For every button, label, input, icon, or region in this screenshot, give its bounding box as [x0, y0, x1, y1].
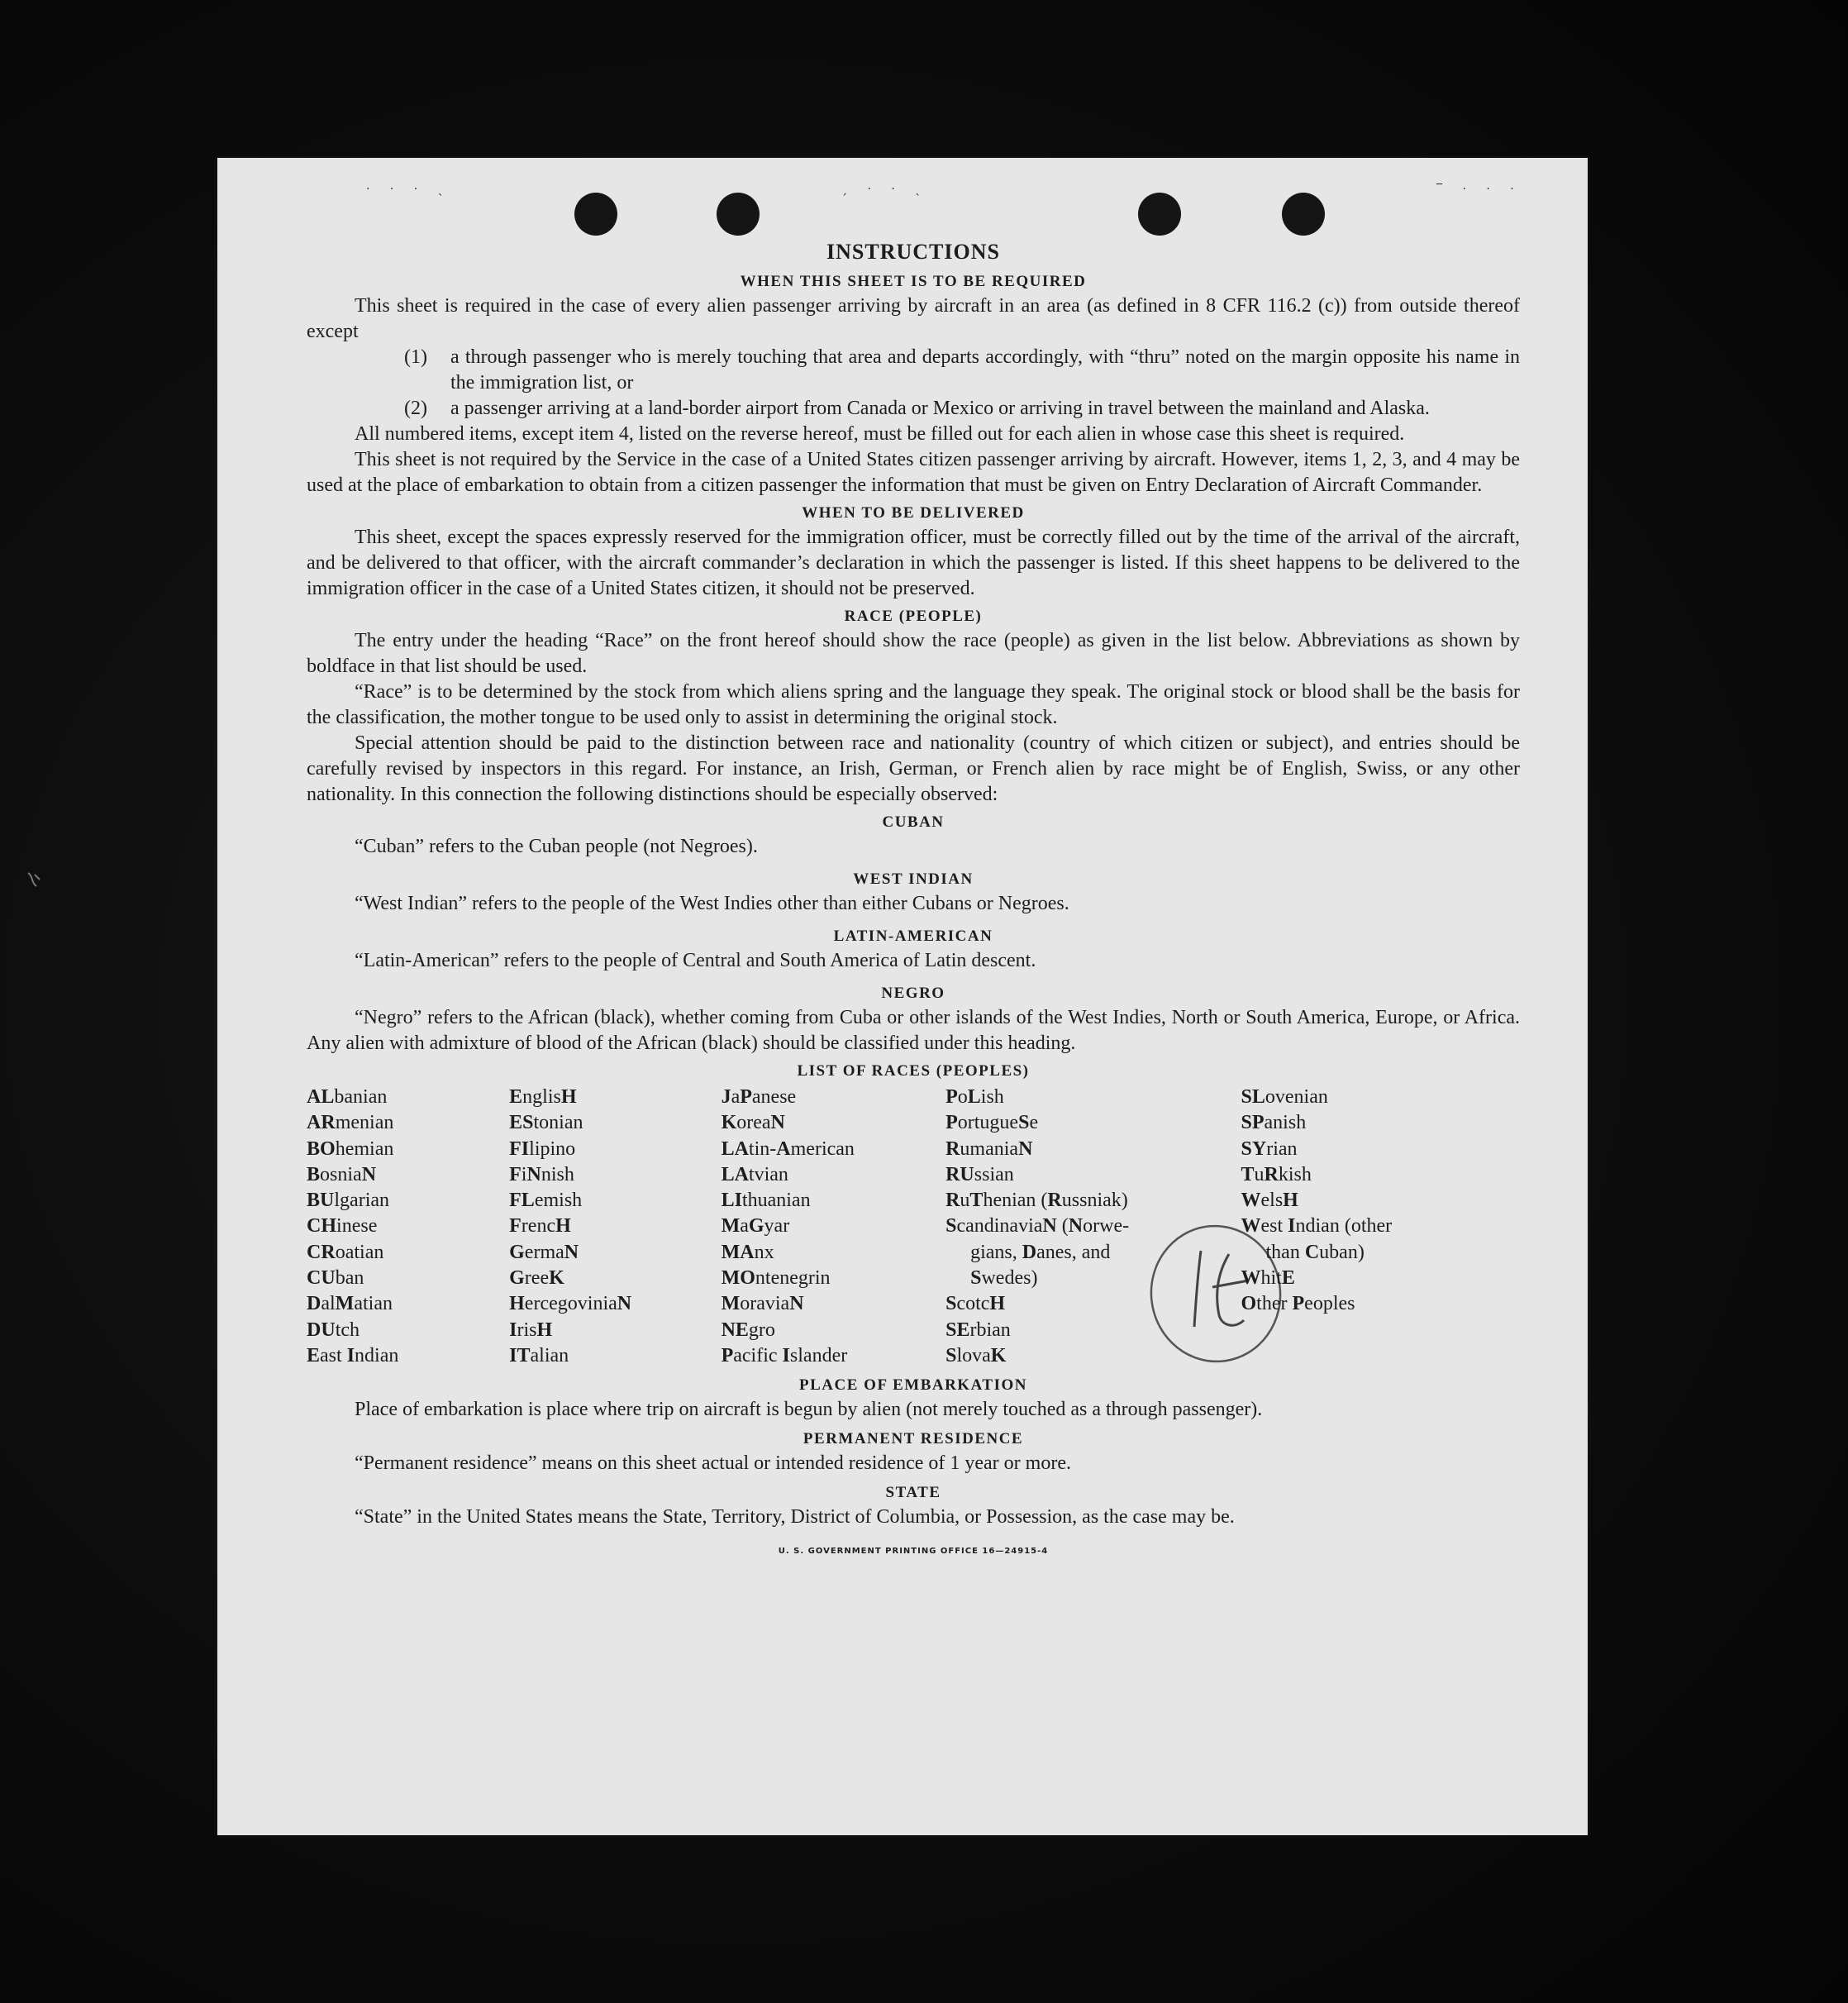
race-entry: LAtvian: [721, 1163, 788, 1185]
punch-hole: [1282, 193, 1325, 236]
race-entry: WelsH: [1241, 1190, 1298, 1212]
paragraph: Special attention should be paid to the distinction between race and nationality (country of which citizen or subject), and entries should be carefully revised by inspectors in this regard. For instance, an Irish, German, or French alien by race might be of English, Swiss, or any other nationality. In this connection the following distinctions should be especially observed:: [307, 732, 1520, 805]
race-entry: FrencH: [509, 1215, 571, 1238]
list-item-number: (2): [404, 398, 427, 419]
race-entry-continuation: Swedes): [970, 1267, 1038, 1290]
definition: “Permanent residence” means on this sheet actual or intended residence of 1 year or more.: [355, 1452, 1071, 1475]
race-entry: EStonian: [509, 1112, 583, 1134]
race-entry: MaGyar: [721, 1215, 790, 1238]
punch-specks: ‾ · · ·: [1436, 183, 1522, 196]
definition: Place of embarkation is place where trip on aircraft is begun by alien (not merely touched as a through passenger).: [355, 1399, 1263, 1421]
section-heading: WHEN TO BE DELIVERED: [802, 504, 1025, 522]
section-heading: WEST INDIAN: [853, 870, 974, 888]
race-entry: ScandinaviaN (Norwe-: [945, 1215, 1130, 1238]
section-heading: PLACE OF EMBARKATION: [799, 1376, 1027, 1395]
race-entry: HercegoviniaN: [509, 1293, 632, 1315]
race-entry: EnglisH: [509, 1086, 577, 1108]
punch-hole: [717, 193, 760, 236]
race-entry: ScotcH: [945, 1293, 1006, 1315]
section-heading: RACE (PEOPLE): [844, 608, 983, 625]
race-entry: NEgro: [721, 1319, 775, 1341]
race-list-table: [307, 1085, 1520, 1369]
race-entry: RumaniaN: [945, 1137, 1033, 1160]
race-entry: BosniaN: [307, 1163, 377, 1185]
page-title: INSTRUCTIONS: [826, 240, 1000, 264]
race-entry: BUlgarian: [307, 1190, 390, 1212]
race-entry: PortugueSe: [945, 1112, 1039, 1134]
punch-hole: [1138, 193, 1181, 236]
race-entry: KoreaN: [721, 1112, 785, 1134]
race-entry: West Indian (other: [1241, 1215, 1393, 1238]
race-entry: ITalian: [509, 1344, 569, 1366]
race-column: [722, 1085, 946, 1369]
race-entry: MAnx: [721, 1241, 774, 1263]
punch-specks: · · · ˎ: [366, 183, 452, 196]
race-entry: ARmenian: [307, 1112, 394, 1134]
race-column: [945, 1085, 1171, 1369]
section-heading: STATE: [885, 1484, 941, 1502]
race-entry: IrisH: [509, 1319, 553, 1341]
race-entry: Other Peoples: [1241, 1293, 1355, 1315]
race-entry: FIlipino: [509, 1137, 576, 1160]
section-heading: CUBAN: [882, 813, 945, 831]
printing-office-footer: U. S. GOVERNMENT PRINTING OFFICE 16—24915-4: [778, 1547, 1049, 1557]
race-entry: GreeK: [509, 1267, 564, 1290]
race-entry: DUtch: [307, 1319, 360, 1341]
section-heading: PERMANENT RESIDENCE: [803, 1430, 1024, 1448]
paragraph: All numbered items, except item 4, listed on the reverse hereof, must be filled out for each alien in whose case this sheet is required.: [355, 423, 1405, 445]
race-column: [509, 1085, 721, 1369]
race-entry: MoraviaN: [721, 1293, 804, 1315]
race-entry: DalMatian: [307, 1293, 393, 1315]
race-entry: BOhemian: [307, 1137, 394, 1160]
definition: “State” in the United States means the State, Territory, District of Columbia, or Possession, as the case may be.: [355, 1506, 1235, 1528]
race-entry: ALbanian: [307, 1086, 388, 1108]
race-entry: SlovaK: [945, 1344, 1007, 1366]
race-entry: East Indian: [307, 1344, 399, 1366]
punch-specks: ˏ · · ˎ: [841, 183, 930, 196]
race-entry: Pacific Islander: [721, 1344, 848, 1366]
section-heading: LATIN-AMERICAN: [833, 928, 993, 945]
definition: “Cuban” refers to the Cuban people (not Negroes).: [355, 836, 758, 857]
race-entry: PoLish: [945, 1086, 1004, 1108]
list-item: [404, 345, 1520, 396]
scan-artifact: [23, 868, 48, 893]
section-heading: NEGRO: [881, 985, 945, 1002]
race-entry: SYrian: [1241, 1137, 1298, 1160]
race-entry: JaPanese: [721, 1086, 797, 1108]
race-entry-continuation: gians, Danes, and: [970, 1241, 1111, 1263]
race-entry: CRoatian: [307, 1241, 384, 1263]
paragraph: This sheet is required in the case of every alien passenger arriving by aircraft in an area (as defined in 8 CFR 116.2 (c)) from outside thereof except: [307, 295, 1520, 342]
list-item-text: a passenger arriving at a land-border airport from Canada or Mexico or arriving in travel between the mainland and Alaska.: [450, 398, 1430, 419]
race-entry: WhitE: [1241, 1267, 1295, 1290]
document-sheet: [217, 158, 1588, 1835]
paragraph: This sheet, except the spaces expressly reserved for the immigration officer, must be correctly filled out by the time of the arrival of the aircraft, and be delivered to that officer, with the aircraft commander’s declaration in which the passenger is listed. If this sheet happens to be delivered to the immigration officer in the case of a United States citizen, it should not be preserved.: [307, 527, 1520, 599]
race-entry: MOntenegrin: [721, 1267, 831, 1290]
race-entry: RuThenian (Russniak): [945, 1190, 1128, 1212]
race-entry: SErbian: [945, 1319, 1011, 1341]
race-column: [307, 1085, 509, 1369]
punch-hole: [574, 193, 617, 236]
race-entry-continuation: than Cuban): [1265, 1241, 1365, 1263]
race-entry: LIthuanian: [721, 1190, 811, 1212]
race-entry: SLovenian: [1241, 1086, 1328, 1108]
race-entry: SPanish: [1241, 1112, 1307, 1134]
list-item-text: a through passenger who is merely touching that area and departs accordingly, with “thru” noted on the margin opposite his name in the immigration list, or: [450, 346, 1520, 393]
section-heading: LIST OF RACES (PEOPLES): [797, 1062, 1030, 1080]
definition: “West Indian” refers to the people of the West Indies other than either Cubans or Negroes.: [355, 893, 1069, 914]
instructions-body: [307, 237, 1520, 1564]
race-entry: LAtin-American: [721, 1137, 855, 1160]
list-item-number: (1): [404, 346, 427, 368]
race-entry: CUban: [307, 1267, 364, 1290]
paragraph: The entry under the heading “Race” on the front hereof should show the race (people) as given in the list below. Abbreviations as shown by boldface in that list should be used.: [307, 630, 1520, 677]
race-column: [1241, 1085, 1520, 1369]
race-entry: CHinese: [307, 1215, 378, 1238]
paragraph: “Race” is to be determined by the stock from which aliens spring and the language they speak. The original stock or blood shall be the basis for the classification, the mother tongue to be used only to assist in determining the original stock.: [307, 681, 1520, 728]
section-heading: WHEN THIS SHEET IS TO BE REQUIRED: [740, 273, 1087, 290]
paragraph: This sheet is not required by the Service in the case of a United States citizen passenger arriving by aircraft. However, items 1, 2, 3, and 4 may be used at the place of embarkation to obtain from a citizen passenger the information that must be given on Entry Declaration of Aircraft Commander.: [307, 449, 1520, 496]
list-item: [404, 396, 1520, 422]
race-entry: FLemish: [509, 1190, 583, 1212]
definition: “Negro” refers to the African (black), whether coming from Cuba or other islands of the West Indies, North or South America, Europe, or Africa. Any alien with admixture of blood of the African (black) should be classified under this heading.: [307, 1007, 1520, 1054]
race-entry: FiNnish: [509, 1163, 574, 1185]
race-entry: TuRkish: [1241, 1163, 1312, 1185]
race-entry: GermaN: [509, 1241, 579, 1263]
definition: “Latin-American” refers to the people of Central and South America of Latin descent.: [355, 950, 1036, 971]
race-entry: RUssian: [945, 1163, 1014, 1185]
